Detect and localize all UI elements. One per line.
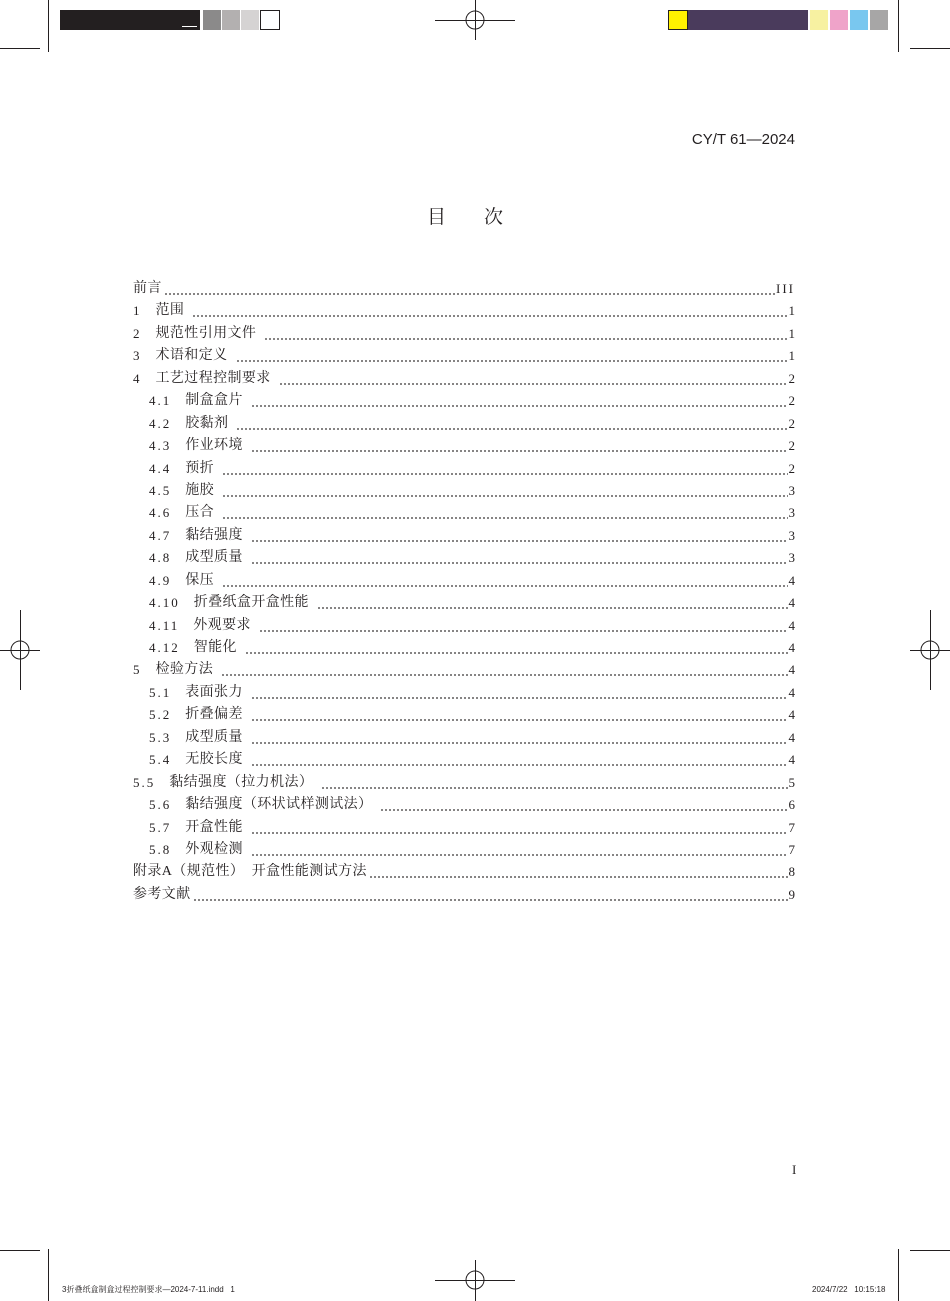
toc-entry-page: 4	[788, 729, 795, 745]
toc-entry-page: 2	[788, 393, 795, 409]
toc-entry-gluing	[133, 480, 795, 502]
toc-entry-foreword	[133, 278, 795, 300]
toc-entry-title: 范围	[155, 303, 185, 319]
toc-entry-bond-strength	[133, 525, 795, 547]
dot-leader	[192, 300, 787, 322]
toc-entry-number: 4.2	[149, 415, 172, 431]
pink-swatch	[830, 10, 848, 30]
toc-entry-process-control-requirements	[133, 368, 795, 390]
dot-leader	[251, 435, 788, 457]
slug-file-name: 3折叠纸盒制盒过程控制要求—2024-7-11.indd 1	[62, 1285, 235, 1294]
dot-leader	[222, 570, 787, 592]
toc-entry-number: 5.1	[149, 684, 172, 700]
toc-entry-number: 4.5	[149, 482, 172, 498]
toc-entry-number: 1	[133, 303, 142, 319]
toc-entry-number: 5.2	[149, 707, 172, 723]
dark-purple-swatch	[688, 10, 808, 30]
toc-entry-page: 4	[788, 572, 795, 588]
toc-entry-title: 黏结强度（环状试样测试法）	[185, 797, 373, 813]
crop-mark-top-right	[899, 0, 950, 52]
dot-leader	[259, 615, 788, 637]
toc-entry-intelligence	[133, 637, 795, 659]
toc-heading: 目 次	[426, 207, 503, 228]
toc-entry-number: 4.6	[149, 505, 172, 521]
toc-entry-page: 3	[788, 505, 795, 521]
toc-entry-page: 4	[788, 707, 795, 723]
dot-leader	[251, 704, 788, 726]
toc-entry-number: 4.10	[149, 595, 180, 611]
dot-leader	[369, 861, 788, 883]
toc-entry-title: 外观要求	[193, 617, 251, 633]
toc-entry-work-environment	[133, 435, 795, 457]
dot-leader	[279, 368, 788, 390]
toc-entry-page: 6	[788, 797, 795, 813]
dot-leader	[164, 278, 775, 300]
dot-leader	[251, 839, 788, 861]
dot-leader	[251, 547, 788, 569]
toc-entry-title: 参考文献	[133, 886, 191, 902]
mid-grey-swatch	[222, 10, 240, 30]
toc-entry-number: 5.6	[149, 797, 172, 813]
toc-entry-page: 3	[788, 550, 795, 566]
toc-entry-bibliography	[133, 884, 795, 906]
dot-leader	[321, 772, 787, 794]
toc-entry-number: 4.8	[149, 550, 172, 566]
toc-entry-number: 4.7	[149, 527, 172, 543]
toc-entry-title: 折叠纸盒开盒性能	[193, 595, 309, 611]
toc-entry-title: 作业环境	[185, 438, 243, 454]
crop-mark-bottom-right	[899, 1249, 950, 1301]
toc-entry-title: 压合	[185, 505, 215, 521]
toc-entry-number: 5.4	[149, 752, 172, 768]
dot-leader	[380, 794, 787, 816]
toc-entry-title: 检验方法	[155, 662, 214, 678]
toc-entry-title: 前言	[133, 281, 162, 296]
dot-leader	[317, 592, 788, 614]
dot-leader	[251, 390, 788, 412]
toc-entry-page: 9	[788, 886, 795, 902]
dot-leader	[264, 323, 787, 345]
toc-entry-title: 制盒盒片	[185, 393, 243, 409]
toc-entry-number: 5	[133, 662, 142, 678]
toc-entry-scope	[133, 300, 795, 322]
toc-entry-forming-quality	[133, 547, 795, 569]
toc-entry-page: 5	[788, 774, 795, 790]
registration-mark-right	[910, 610, 950, 690]
dot-leader	[236, 345, 788, 367]
toc-entry-page: 4	[788, 595, 795, 611]
toc-entry-surface-tension	[133, 682, 795, 704]
crop-mark-bottom-left	[0, 1249, 49, 1301]
toc-entry-number: 3	[133, 348, 142, 364]
toc-entry-adhesive	[133, 413, 795, 435]
toc-entry-pre-folding	[133, 458, 795, 480]
toc-entry-page: 2	[788, 370, 795, 386]
toc-entry-title: 外观检测	[185, 841, 243, 857]
toc-entry-title: 成型质量	[185, 550, 243, 566]
table-of-contents	[133, 278, 795, 906]
toc-entry-page: 4	[788, 752, 795, 768]
toc-entry-appearance-requirements	[133, 615, 795, 637]
light-grey-swatch	[241, 10, 259, 30]
toc-entry-title: 工艺过程控制要求	[155, 370, 271, 386]
dark-grey-swatch	[203, 10, 221, 30]
dot-leader	[251, 749, 788, 771]
toc-entry-forming-quality-test	[133, 727, 795, 749]
toc-entry-title: 术语和定义	[155, 348, 228, 364]
toc-entry-pressing	[133, 502, 795, 524]
toc-entry-bond-strength-tensile	[133, 772, 795, 794]
toc-entry-page: 3	[788, 527, 795, 543]
standard-code: CY/T 61—2024	[691, 131, 795, 148]
toc-entry-title: 预折	[185, 460, 215, 476]
toc-entry-page: 4	[788, 640, 795, 655]
dot-leader	[193, 884, 788, 906]
toc-entry-page: 8	[788, 864, 795, 880]
toc-entry-folding-deviation	[133, 704, 795, 726]
toc-entry-page: 4	[788, 684, 795, 700]
toc-entry-annex-a	[133, 861, 795, 883]
registration-mark-top	[435, 0, 515, 40]
toc-entry-title: 黏结强度（拉力机法）	[169, 774, 314, 790]
swatch-notch	[182, 26, 197, 27]
light-blue-swatch	[850, 10, 868, 30]
toc-entry-bond-strength-ring	[133, 794, 795, 816]
toc-entry-title: 施胶	[185, 482, 215, 498]
dot-leader	[251, 525, 788, 547]
toc-entry-number: 4	[133, 370, 142, 386]
toc-entry-terms-definitions	[133, 345, 795, 367]
grey-swatch	[870, 10, 888, 30]
dot-leader	[222, 480, 787, 502]
toc-entry-number: 4.3	[149, 438, 172, 454]
toc-entry-title: 保压	[185, 572, 215, 588]
toc-entry-test-methods	[133, 659, 795, 681]
crop-mark-top-left	[0, 0, 49, 52]
registration-mark-left	[0, 610, 40, 690]
process-color-bar	[668, 10, 888, 30]
toc-entry-title: 规范性引用文件	[155, 325, 257, 341]
page-number: I	[792, 1162, 797, 1177]
toc-entry-page: 2	[788, 438, 795, 454]
toc-entry-normative-references	[133, 323, 795, 345]
black-swatch	[60, 10, 200, 30]
dot-leader	[245, 637, 788, 659]
toc-entry-page: 7	[788, 841, 795, 857]
toc-entry-number: 5.8	[149, 841, 172, 857]
toc-entry-title: 成型质量	[185, 729, 243, 745]
toc-entry-page: 2	[788, 415, 795, 431]
pale-yellow-swatch	[810, 10, 828, 30]
toc-entry-page: 7	[788, 819, 795, 835]
dot-leader	[251, 727, 788, 749]
toc-entry-number: 4.11	[149, 617, 180, 633]
toc-entry-number: 4.9	[149, 572, 172, 588]
slug-timestamp: 2024/7/22 10:15:18	[812, 1285, 886, 1294]
toc-entry-title: 折叠偏差	[185, 707, 243, 723]
toc-entry-page: 1	[788, 325, 795, 341]
toc-entry-box-blanks	[133, 390, 795, 412]
toc-entry-opening-performance	[133, 817, 795, 839]
registration-mark-bottom	[435, 1260, 515, 1301]
toc-entry-number: 5.5	[133, 774, 156, 790]
toc-entry-title: 表面张力	[185, 684, 243, 700]
toc-entry-title: 胶黏剂	[185, 415, 229, 431]
grayscale-color-bar	[60, 10, 280, 30]
toc-entry-page: 1	[788, 348, 795, 364]
toc-entry-number: 2	[133, 325, 142, 341]
toc-entry-number: 4.1	[149, 393, 172, 409]
toc-entry-number: 5.7	[149, 819, 172, 835]
toc-entry-title: 无胶长度	[185, 752, 243, 768]
dot-leader	[221, 659, 787, 681]
toc-entry-glue-free-length	[133, 749, 795, 771]
toc-entry-page: 1	[788, 303, 795, 319]
toc-entry-title: 黏结强度	[185, 527, 243, 543]
toc-entry-page: 4	[788, 662, 795, 678]
toc-entry-number: 4.4	[149, 460, 172, 476]
toc-entry-title: 附录A（规范性） 开盒性能测试方法	[133, 864, 367, 880]
toc-entry-title: 智能化	[193, 640, 237, 655]
toc-entry-pressure-holding	[133, 570, 795, 592]
dot-leader	[251, 817, 788, 839]
dot-leader	[222, 502, 787, 524]
yellow-swatch	[668, 10, 688, 30]
toc-entry-title: 开盒性能	[185, 819, 243, 835]
dot-leader	[251, 682, 788, 704]
toc-entry-carton-opening-performance	[133, 592, 795, 614]
toc-entry-page: 2	[788, 460, 795, 476]
toc-entry-appearance-inspection	[133, 839, 795, 861]
toc-entry-number: 4.12	[149, 640, 180, 655]
toc-entry-page: 4	[788, 617, 795, 633]
dot-leader	[222, 458, 787, 480]
dot-leader	[236, 413, 787, 435]
toc-entry-page: 3	[788, 482, 795, 498]
toc-entry-number: 5.3	[149, 729, 172, 745]
toc-entry-page: III	[776, 281, 795, 296]
white-swatch	[260, 10, 280, 30]
